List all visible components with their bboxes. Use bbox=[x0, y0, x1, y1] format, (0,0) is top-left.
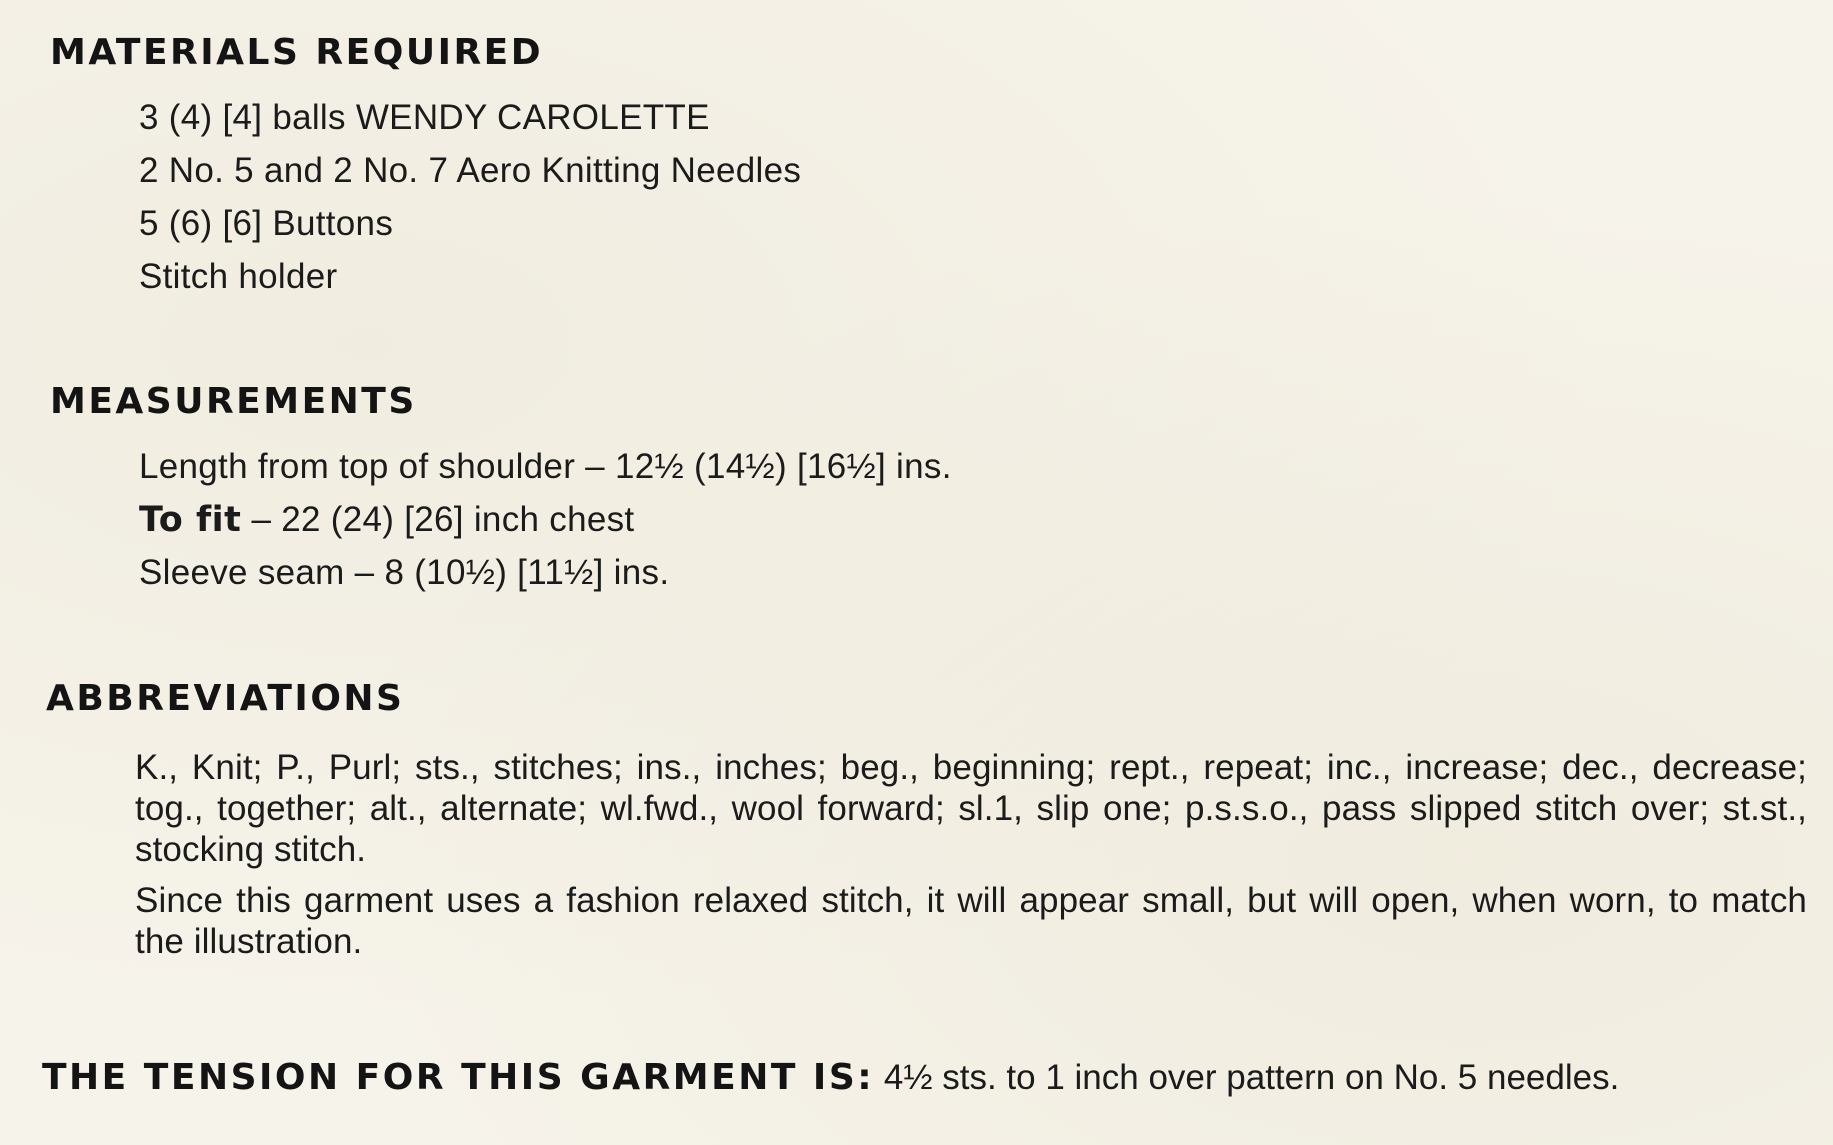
materials-heading: MATERIALS REQUIRED bbox=[50, 32, 544, 73]
tension-value: 4½ sts. to 1 inch over pattern on No. 5 needles. bbox=[874, 1058, 1620, 1097]
abbreviations-list: K., Knit; P., Purl; sts., stitches; ins., inches; beg., beginning; rept., repeat; inc., increase; dec., decrease; tog., together; alt., alternate; wl.fwd., wool forward; sl.1, slip one; p.s.s.o., pass slipped stitch over; st.st., stocking stitch. bbox=[135, 748, 1807, 869]
fit-label: To fit bbox=[139, 500, 242, 540]
measurement-fit bbox=[139, 500, 634, 540]
tension-label: THE TENSION FOR THIS GARMENT IS: bbox=[42, 1057, 875, 1098]
garment-note: Since this garment uses a fashion relaxed stitch, it will appear small, but will open, when worn, to match the illustration. bbox=[135, 881, 1807, 961]
materials-item-buttons: 5 (6) [6] Buttons bbox=[139, 204, 394, 243]
materials-item-needles: 2 No. 5 and 2 No. 7 Aero Knitting Needles bbox=[139, 151, 802, 190]
measurement-length: Length from top of shoulder – 12½ (14½) [16½] ins. bbox=[139, 447, 952, 486]
measurements-heading: MEASUREMENTS bbox=[50, 381, 417, 422]
materials-item-yarn: 3 (4) [4] balls WENDY CAROLETTE bbox=[139, 98, 710, 137]
tension-line bbox=[42, 1057, 1619, 1098]
fit-value: – 22 (24) [26] inch chest bbox=[241, 500, 635, 539]
measurement-sleeve: Sleeve seam – 8 (10½) [11½] ins. bbox=[139, 553, 670, 592]
abbreviations-heading: ABBREVIATIONS bbox=[46, 678, 405, 719]
materials-item-stitch-holder: Stitch holder bbox=[139, 257, 338, 296]
